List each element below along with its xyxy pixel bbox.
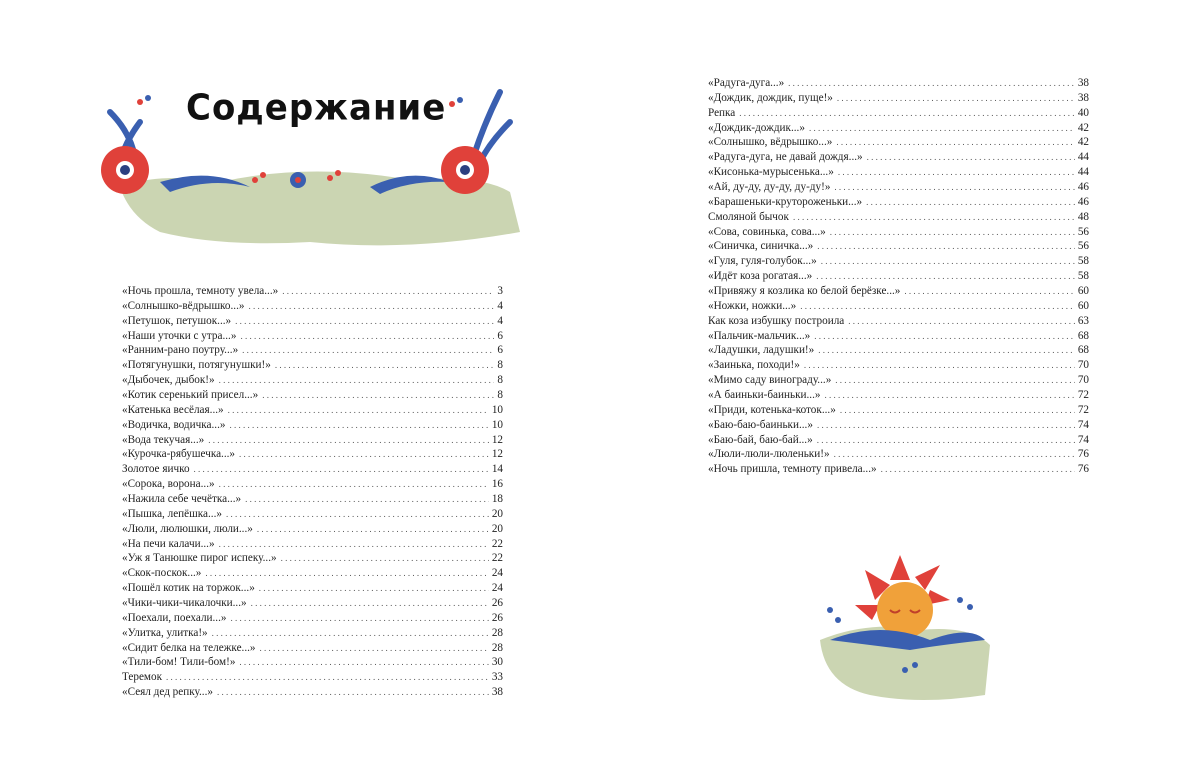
toc-entry[interactable] [122, 507, 503, 522]
toc-entry-title: «Сеял дед репку...» [122, 686, 213, 699]
toc-entry-page: 42 [1077, 136, 1089, 149]
toc-entry-title: «Чики-чики-чикалочки...» [122, 597, 247, 610]
leader-dots [821, 254, 1075, 269]
toc-entry-page: 10 [491, 418, 503, 431]
toc-entry-title: «Катенька весёлая...» [122, 403, 224, 416]
toc-entry[interactable] [122, 551, 503, 566]
toc-entry[interactable] [708, 76, 1089, 91]
leader-dots [818, 343, 1075, 358]
toc-entry-page: 68 [1077, 344, 1089, 357]
toc-entry-title: «Поехали, поехали...» [122, 611, 227, 624]
leader-dots [809, 121, 1075, 136]
leader-dots [836, 135, 1074, 150]
leader-dots [208, 433, 489, 448]
toc-entry[interactable] [122, 477, 503, 492]
toc-entry-title: «Баю-баю-баиньки...» [708, 418, 813, 431]
toc-entry-page: 8 [497, 374, 503, 387]
toc-entry-page: 56 [1077, 240, 1089, 253]
sun-illustration [810, 545, 1000, 705]
toc-entry-title: «Солнышко, вёдрышко...» [708, 136, 833, 149]
toc-entry-page: 24 [491, 582, 503, 595]
toc-entry[interactable] [708, 150, 1089, 165]
toc-entry[interactable] [708, 373, 1089, 388]
leader-dots [881, 462, 1075, 477]
leader-dots [228, 403, 489, 418]
toc-entry-title: «Приди, котенька-коток...» [708, 403, 836, 416]
toc-entry[interactable] [708, 121, 1089, 136]
toc-entry-title: «Ночь пришла, темноту привела...» [708, 463, 877, 476]
toc-entry-title: «А баиньки-баиньки...» [708, 389, 821, 402]
toc-entry-page: 4 [497, 299, 503, 312]
leader-dots [194, 462, 489, 477]
toc-entry[interactable] [708, 329, 1089, 344]
leader-dots [817, 418, 1075, 433]
toc-entry[interactable] [708, 254, 1089, 269]
toc-entry[interactable] [708, 225, 1089, 240]
page-title: Содержание [186, 87, 447, 129]
leader-dots [229, 418, 488, 433]
toc-entry-page: 24 [491, 567, 503, 580]
toc-entry-page: 20 [491, 522, 503, 535]
leader-dots [226, 507, 489, 522]
leader-dots [260, 641, 489, 656]
leader-dots [904, 284, 1074, 299]
toc-entry-page: 48 [1077, 210, 1089, 223]
toc-entry-title: «Привяжу я козлика ко белой берёзке...» [708, 285, 901, 298]
toc-entry-page: 40 [1077, 106, 1089, 119]
leader-dots [231, 611, 489, 626]
toc-entry-title: «Потягунушки, потягунушки!» [122, 359, 271, 372]
toc-entry[interactable] [708, 239, 1089, 254]
toc-entry[interactable] [122, 373, 503, 388]
toc-entry-title: «Пошёл котик на торжок...» [122, 582, 255, 595]
toc-entry-title: Смоляной бычок [708, 210, 789, 223]
toc-entry-title: «Пышка, лепёшка...» [122, 507, 222, 520]
toc-entry[interactable] [122, 611, 503, 626]
toc-entry[interactable] [708, 447, 1089, 462]
toc-entry-title: «Радуга-дуга...» [708, 77, 785, 89]
toc-entry-page: 46 [1077, 181, 1089, 194]
leader-dots [788, 76, 1075, 91]
toc-entry-title: «Идёт коза рогатая...» [708, 270, 813, 283]
toc-entry-title: Как коза избушку построила [708, 314, 845, 327]
toc-entry-title: «Водичка, водичка...» [122, 418, 226, 431]
leader-dots [816, 269, 1075, 284]
toc-entry-page: 6 [497, 329, 503, 342]
leader-dots [835, 373, 1075, 388]
toc-entry-title: «Наши уточки с утра...» [122, 329, 237, 342]
toc-entry-title: «Ладушки, ладушки!» [708, 344, 815, 357]
toc-entry[interactable] [122, 626, 503, 641]
toc-entry-page: 68 [1077, 329, 1089, 342]
toc-entry[interactable] [708, 195, 1089, 210]
leader-dots [866, 195, 1075, 210]
toc-entry-page: 70 [1077, 359, 1089, 372]
toc-entry[interactable] [122, 299, 503, 314]
toc-entry-page: 60 [1077, 285, 1089, 298]
toc-entry-page: 10 [491, 403, 503, 416]
toc-entry-page: 76 [1077, 448, 1089, 461]
toc-left-column [122, 284, 503, 700]
toc-entry-title: «Ранним-рано поутру...» [122, 344, 239, 357]
toc-entry[interactable] [708, 358, 1089, 373]
toc-entry-page: 38 [491, 686, 503, 699]
toc-entry-page: 38 [1077, 91, 1089, 104]
leader-dots [739, 106, 1075, 121]
toc-entry[interactable] [708, 269, 1089, 284]
toc-entry-title: «Люли, люлюшки, люли...» [122, 522, 253, 535]
leader-dots [275, 358, 495, 373]
leader-dots [281, 551, 489, 566]
toc-entry-page: 72 [1077, 389, 1089, 402]
toc-entry-page: 3 [497, 285, 503, 297]
toc-entry-page: 44 [1077, 166, 1089, 179]
toc-entry-title: «Заинька, походи!» [708, 359, 800, 372]
toc-entry-title: «Сорока, ворона...» [122, 478, 215, 491]
toc-entry-title: «Вода текучая...» [122, 433, 205, 446]
toc-entry[interactable] [122, 418, 503, 433]
leader-dots [800, 299, 1075, 314]
toc-entry[interactable] [708, 299, 1089, 314]
toc-entry[interactable] [708, 284, 1089, 299]
toc-entry-page: 4 [497, 314, 503, 327]
leader-dots [251, 596, 489, 611]
toc-entry[interactable] [122, 343, 503, 358]
toc-entry-title: «Ай, ду-ду, ду-ду, ду-ду!» [708, 181, 831, 194]
leader-dots [212, 626, 489, 641]
toc-entry-title: «Курочка-рябушечка...» [122, 448, 236, 461]
toc-entry[interactable] [122, 537, 503, 552]
toc-entry[interactable] [708, 462, 1089, 477]
toc-entry-page: 58 [1077, 255, 1089, 268]
toc-entry-page: 28 [491, 641, 503, 654]
toc-entry-page: 22 [491, 537, 503, 550]
toc-entry-title: «Скок-поскок...» [122, 567, 202, 580]
toc-entry[interactable] [122, 685, 503, 700]
toc-entry[interactable] [122, 284, 503, 299]
toc-entry[interactable] [122, 596, 503, 611]
toc-entry-title: «На печи калачи...» [122, 537, 215, 550]
toc-entry-page: 26 [491, 611, 503, 624]
toc-entry-title: Репка [708, 106, 736, 119]
toc-entry[interactable] [122, 566, 503, 581]
leader-dots [166, 670, 489, 685]
toc-entry-page: 42 [1077, 121, 1089, 134]
toc-entry-title: «Дыбочек, дыбок!» [122, 374, 215, 387]
leader-dots [262, 388, 494, 403]
leader-dots [840, 403, 1075, 418]
leader-dots [242, 343, 494, 358]
toc-entry[interactable] [708, 135, 1089, 150]
leader-dots [867, 150, 1075, 165]
toc-entry-title: «Ножки, ножки...» [708, 299, 797, 312]
toc-entry-title: «Тили-бом! Тили-бом!» [122, 656, 236, 669]
toc-entry-page: 56 [1077, 225, 1089, 238]
toc-entry-title: Золотое яичко [122, 463, 190, 476]
toc-entry[interactable] [122, 522, 503, 537]
toc-entry-page: 74 [1077, 433, 1089, 446]
toc-entry-title: «Уж я Танюшке пирог испеку...» [122, 552, 277, 565]
leader-dots [257, 522, 489, 537]
toc-entry[interactable] [708, 433, 1089, 448]
toc-entry[interactable] [122, 655, 503, 670]
toc-entry-title: «Дождик, дождик, пуще!» [708, 91, 833, 104]
leader-dots [814, 329, 1075, 344]
leader-dots [245, 492, 489, 507]
leader-dots [793, 210, 1075, 225]
toc-entry[interactable] [708, 418, 1089, 433]
toc-entry[interactable] [708, 165, 1089, 180]
toc-entry-page: 12 [491, 448, 503, 461]
toc-entry[interactable] [122, 492, 503, 507]
toc-entry-title: «Сидит белка на тележке...» [122, 641, 256, 654]
toc-entry-page: 76 [1077, 463, 1089, 476]
toc-entry-page: 70 [1077, 374, 1089, 387]
toc-entry[interactable] [122, 447, 503, 462]
leader-dots [239, 655, 488, 670]
toc-entry-title: «Улитка, улитка!» [122, 626, 208, 639]
toc-entry-title: «Синичка, синичка...» [708, 240, 814, 253]
toc-entry-page: 63 [1077, 314, 1089, 327]
toc-entry[interactable] [122, 358, 503, 373]
toc-entry[interactable] [122, 433, 503, 448]
toc-entry-page: 74 [1077, 418, 1089, 431]
toc-entry[interactable] [122, 670, 503, 685]
toc-entry-page: 6 [497, 344, 503, 357]
toc-entry-title: «Солнышко-вёдрышко...» [122, 299, 245, 312]
toc-entry-page: 38 [1077, 77, 1089, 89]
toc-entry-page: 30 [491, 656, 503, 669]
toc-entry-page: 22 [491, 552, 503, 565]
toc-entry[interactable] [708, 314, 1089, 329]
toc-entry[interactable] [708, 106, 1089, 121]
leader-dots [817, 433, 1075, 448]
leader-dots [834, 447, 1075, 462]
leader-dots [219, 373, 495, 388]
leader-dots [804, 358, 1075, 373]
toc-entry-title: «Нажила себе чечётка...» [122, 493, 242, 506]
leader-dots [825, 388, 1075, 403]
toc-entry-page: 8 [497, 359, 503, 372]
toc-entry-page: 72 [1077, 403, 1089, 416]
toc-entry[interactable] [708, 403, 1089, 418]
toc-entry-page: 46 [1077, 195, 1089, 208]
toc-entry-title: Теремок [122, 671, 163, 684]
toc-entry-title: «Пальчик-мальчик...» [708, 329, 811, 342]
toc-entry[interactable] [708, 180, 1089, 195]
toc-entry-page: 14 [491, 463, 503, 476]
toc-entry-title: «Гуля, гуля-голубок...» [708, 255, 817, 268]
toc-entry[interactable] [122, 462, 503, 477]
leader-dots [235, 314, 494, 329]
leader-dots [219, 537, 489, 552]
leader-dots [219, 477, 489, 492]
toc-entry-page: 18 [491, 493, 503, 506]
toc-entry-page: 28 [491, 626, 503, 639]
leader-dots [259, 581, 489, 596]
leader-dots [282, 284, 494, 299]
leader-dots [817, 239, 1075, 254]
leader-dots [240, 329, 494, 344]
leader-dots [217, 685, 489, 700]
toc-entry-title: «Барашеньки-крутороженьки...» [708, 195, 863, 208]
toc-entry[interactable] [122, 641, 503, 656]
toc-entry[interactable] [122, 581, 503, 596]
toc-entry-title: «Баю-бай, баю-бай...» [708, 433, 813, 446]
toc-entry-title: «Ночь прошла, темноту увела...» [122, 285, 279, 297]
toc-entry-page: 8 [497, 389, 503, 402]
toc-entry[interactable] [708, 343, 1089, 358]
toc-entry-title: «Мимо саду винограду...» [708, 374, 832, 387]
leader-dots [239, 447, 489, 462]
toc-entry[interactable] [708, 210, 1089, 225]
toc-entry-title: «Сова, совинька, сова...» [708, 225, 826, 238]
toc-entry-page: 12 [491, 433, 503, 446]
toc-entry-title: «Котик серенький присел...» [122, 389, 259, 402]
leader-dots [838, 165, 1075, 180]
toc-entry-title: «Дождик-дождик...» [708, 121, 805, 134]
toc-entry-page: 16 [491, 478, 503, 491]
leader-dots [830, 225, 1075, 240]
toc-entry-title: «Петушок, петушок...» [122, 314, 232, 327]
toc-entry-title: «Радуга-дуга, не давай дождя...» [708, 151, 863, 164]
toc-entry[interactable] [122, 329, 503, 344]
toc-entry[interactable] [708, 388, 1089, 403]
toc-entry-page: 26 [491, 597, 503, 610]
leader-dots [834, 180, 1074, 195]
toc-entry-page: 20 [491, 507, 503, 520]
leader-dots [205, 566, 488, 581]
toc-entry[interactable] [122, 403, 503, 418]
toc-entry-page: 58 [1077, 270, 1089, 283]
toc-entry-page: 60 [1077, 299, 1089, 312]
toc-entry-title: «Люли-люли-люленьки!» [708, 448, 830, 461]
toc-entry[interactable] [708, 91, 1089, 106]
toc-entry-title: «Кисонька-мурысенька...» [708, 166, 834, 179]
toc-entry[interactable] [122, 388, 503, 403]
leader-dots [837, 91, 1075, 106]
toc-entry-page: 44 [1077, 151, 1089, 164]
leader-dots [848, 314, 1075, 329]
toc-right-column [708, 76, 1089, 477]
toc-entry-page: 33 [491, 671, 503, 684]
toc-entry[interactable] [122, 314, 503, 329]
leader-dots [249, 299, 495, 314]
